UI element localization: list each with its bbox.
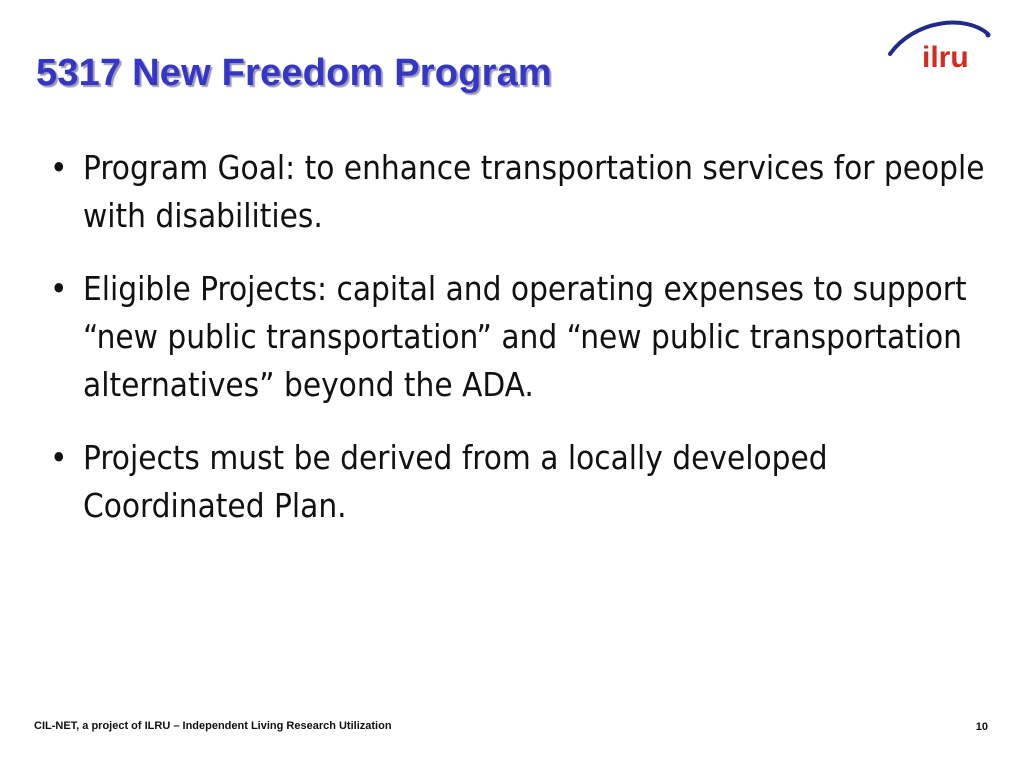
bullet-text: Eligible Projects: capital and operating expenses to support “new public transportation” and “new public transportation alternatives” beyond the ADA.	[83, 269, 967, 404]
page-number: 10	[975, 721, 988, 733]
bullet-marker: •	[50, 148, 68, 187]
logo-swoosh-dot	[986, 33, 991, 38]
slide-title: 5317 New Freedom Program	[36, 52, 552, 94]
bullet-list	[46, 144, 996, 555]
bullet-item	[46, 265, 996, 409]
footer-credit: CIL-NET, a project of ILRU – Independent Living Research Utilization	[34, 720, 392, 732]
ilru-logo	[884, 14, 994, 76]
bullet-item	[46, 144, 996, 240]
bullet-item	[46, 434, 996, 530]
bullet-text: Program Goal: to enhance transportation services for people with disabilities.	[83, 148, 985, 235]
bullet-text: Projects must be derived from a locally developed Coordinated Plan.	[83, 438, 828, 525]
bullet-marker: •	[50, 438, 68, 477]
logo-text: ilru	[922, 41, 969, 74]
bullet-marker: •	[50, 269, 68, 308]
